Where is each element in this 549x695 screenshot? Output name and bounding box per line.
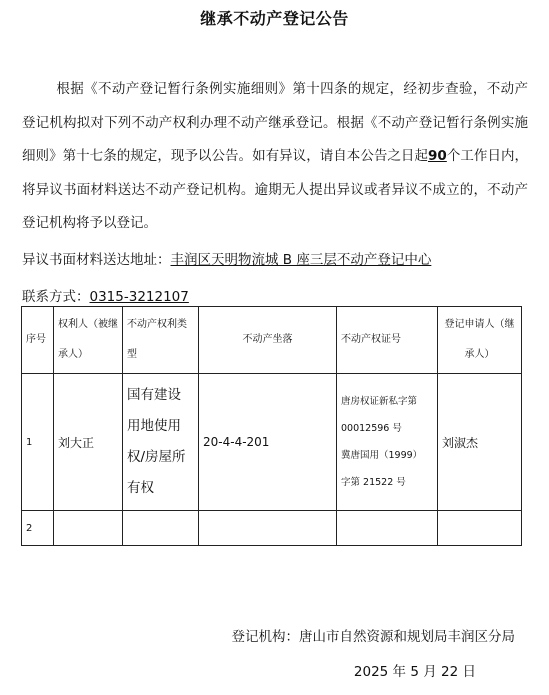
row-location: 20-4-4-201 — [199, 374, 337, 511]
table-row — [22, 374, 522, 511]
objection-days: 90 — [428, 148, 447, 164]
paragraph-text-part1: 根据《不动产登记暂行条例实施细则》第十四条的规定，经初步查验，不动产登记机构拟对下列不动产权利办理不动产继承登记。根据《不动产登记暂行条例实施细则》第十七条的规定，现予以公告。如有异议，请自本公告之日起 — [22, 81, 528, 164]
table-header-row — [22, 307, 522, 374]
header-holder: 权利人（被继承人） — [54, 307, 123, 374]
row-right-type — [123, 511, 199, 546]
registration-table — [21, 306, 522, 546]
contact-phone: 0315-3212107 — [89, 289, 189, 305]
header-seq: 序号 — [22, 307, 54, 374]
paragraph-text-part2: 个工作日内，将异议书面材料送达不动产登记机构。逾期无人提出异议或者异议不成立的，不动产登记机构将予以登记。 — [22, 148, 529, 231]
row-location — [199, 511, 337, 546]
cert-no-line: 唐房权证新私字第 — [341, 396, 418, 407]
page-title: 继承不动产登记公告 — [200, 9, 349, 28]
row-holder: 刘大正 — [54, 374, 123, 511]
registration-authority: 登记机构：唐山市自然资源和规划局丰润区分局 — [231, 629, 515, 645]
row-right-type: 国有建设用地使用权/房屋所有权 — [123, 374, 199, 511]
announcement-paragraph — [22, 73, 528, 241]
row-applicant — [438, 511, 522, 546]
address-label: 异议书面材料送达地址： — [22, 252, 171, 268]
row-seq: 1 — [22, 374, 54, 511]
contact-label: 联系方式： — [22, 289, 90, 305]
header-location: 不动产坐落 — [199, 307, 337, 374]
header-right-type: 不动产权利类型 — [123, 307, 199, 374]
row-seq: 2 — [22, 511, 54, 546]
cert-no-line: 字第 21522 号 — [341, 477, 406, 488]
header-cert-no: 不动产权证号 — [337, 307, 438, 374]
row-cert-no — [337, 374, 438, 511]
objection-address-line — [22, 248, 431, 268]
row-applicant: 刘淑杰 — [438, 374, 522, 511]
table-row — [22, 511, 522, 546]
row-cert-no — [337, 511, 438, 546]
cert-no-line: 00012596 号 — [341, 423, 402, 434]
header-applicant: 登记申请人（继承人） — [438, 307, 522, 374]
contact-line — [22, 285, 189, 305]
row-holder — [54, 511, 123, 546]
cert-no-line: 冀唐国用（1999） — [341, 450, 423, 461]
announcement-date: 2025 年 5 月 22 日 — [353, 664, 476, 680]
address-value: 丰润区天明物流城 B 座三层不动产登记中心 — [170, 252, 432, 268]
